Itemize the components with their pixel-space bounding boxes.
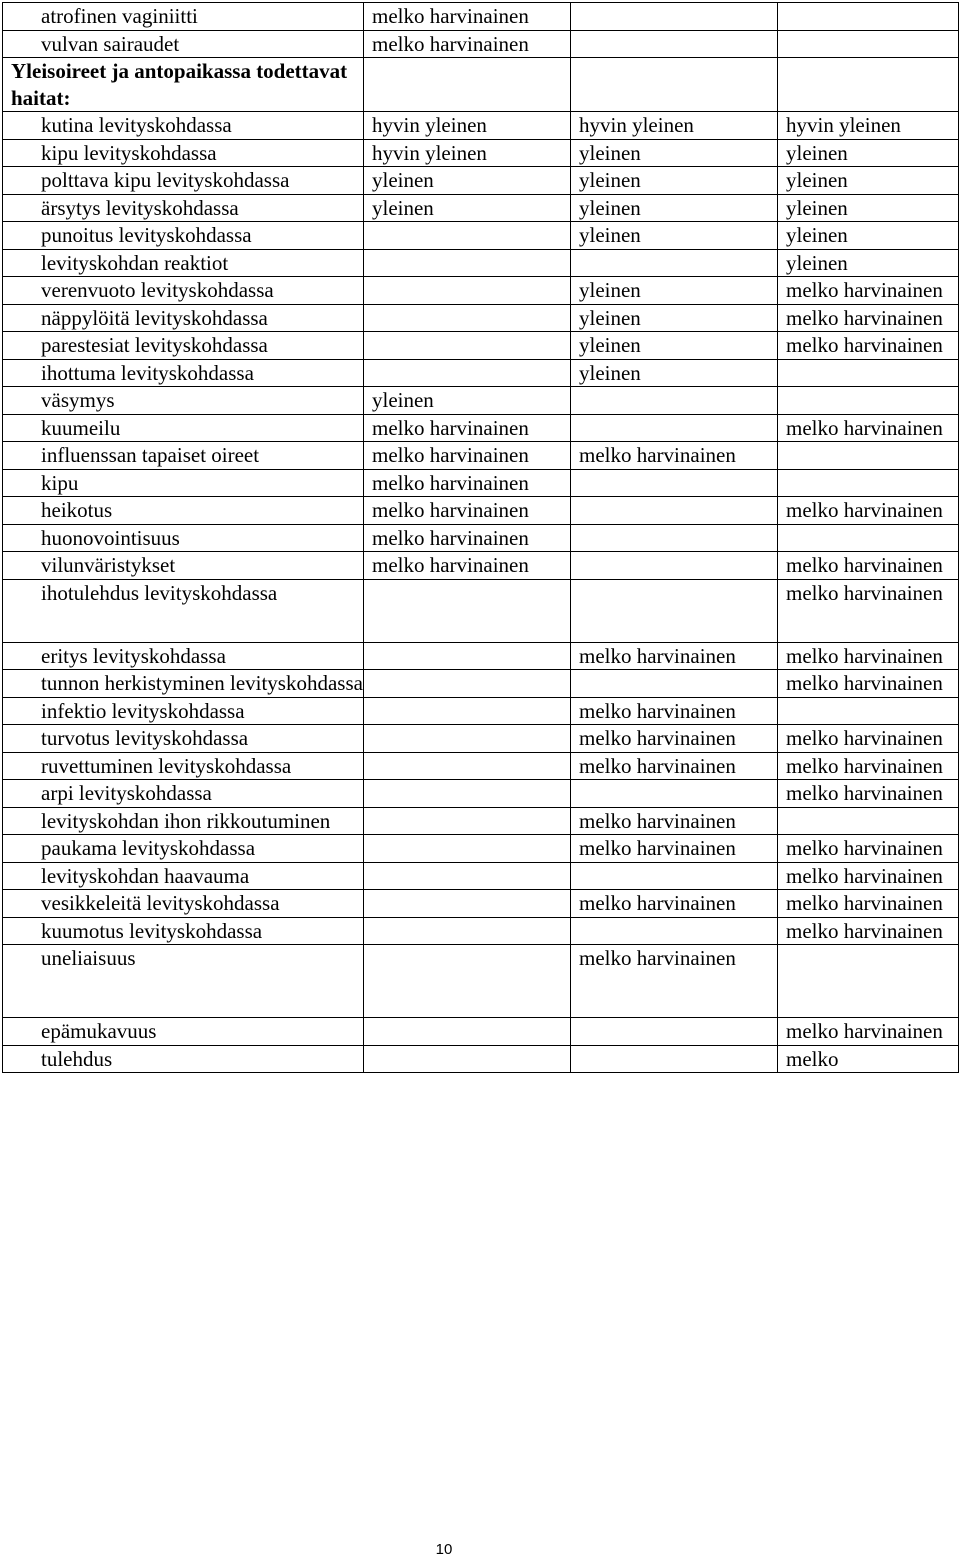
table-row bbox=[3, 642, 959, 670]
frequency-cell-1: melko harvinainen bbox=[364, 3, 571, 31]
frequency-cell-2: yleinen bbox=[571, 222, 778, 250]
table-row bbox=[3, 552, 959, 580]
frequency-cell-2: melko harvinainen bbox=[571, 642, 778, 670]
frequency-cell-1 bbox=[364, 862, 571, 890]
frequency-cell-3: melko harvinainen bbox=[778, 579, 959, 642]
table-row bbox=[3, 469, 959, 497]
effect-name-cell: näppylöitä levityskohdassa bbox=[3, 304, 364, 332]
frequency-cell-3 bbox=[778, 442, 959, 470]
frequency-cell-3: melko harvinainen bbox=[778, 332, 959, 360]
frequency-cell-3: melko harvinainen bbox=[778, 497, 959, 525]
effect-name-cell: levityskohdan haavauma bbox=[3, 862, 364, 890]
frequency-cell-2: yleinen bbox=[571, 277, 778, 305]
frequency-cell-2 bbox=[571, 249, 778, 277]
effect-name-cell: eritys levityskohdassa bbox=[3, 642, 364, 670]
effect-name-cell: paukama levityskohdassa bbox=[3, 835, 364, 863]
frequency-cell-3: melko harvinainen bbox=[778, 725, 959, 753]
frequency-cell-1 bbox=[364, 697, 571, 725]
frequency-cell-2 bbox=[571, 30, 778, 58]
frequency-cell-3: melko bbox=[778, 1045, 959, 1073]
adverse-effects-table bbox=[2, 2, 959, 1073]
frequency-cell-3 bbox=[778, 469, 959, 497]
frequency-cell-2: yleinen bbox=[571, 139, 778, 167]
frequency-cell-3: yleinen bbox=[778, 222, 959, 250]
frequency-cell-1 bbox=[364, 670, 571, 698]
frequency-cell-1: yleinen bbox=[364, 167, 571, 195]
effect-name-cell: turvotus levityskohdassa bbox=[3, 725, 364, 753]
table-row bbox=[3, 277, 959, 305]
frequency-cell-3: yleinen bbox=[778, 139, 959, 167]
frequency-cell-2: yleinen bbox=[571, 332, 778, 360]
empty-cell bbox=[364, 58, 571, 112]
table-row bbox=[3, 167, 959, 195]
frequency-cell-1: melko harvinainen bbox=[364, 414, 571, 442]
frequency-cell-2 bbox=[571, 780, 778, 808]
frequency-cell-3: melko harvinainen bbox=[778, 835, 959, 863]
frequency-cell-3 bbox=[778, 807, 959, 835]
table-row bbox=[3, 807, 959, 835]
frequency-cell-1 bbox=[364, 304, 571, 332]
effect-name-cell: vesikkeleitä levityskohdassa bbox=[3, 890, 364, 918]
frequency-cell-2: yleinen bbox=[571, 304, 778, 332]
table-row bbox=[3, 1018, 959, 1046]
table-row bbox=[3, 112, 959, 140]
table-row bbox=[3, 780, 959, 808]
frequency-cell-3: melko harvinainen bbox=[778, 414, 959, 442]
frequency-cell-3: melko harvinainen bbox=[778, 890, 959, 918]
frequency-cell-2: yleinen bbox=[571, 194, 778, 222]
frequency-cell-3: yleinen bbox=[778, 194, 959, 222]
frequency-cell-2: melko harvinainen bbox=[571, 752, 778, 780]
frequency-cell-3: melko harvinainen bbox=[778, 552, 959, 580]
frequency-cell-3: yleinen bbox=[778, 249, 959, 277]
table-row bbox=[3, 524, 959, 552]
table-row bbox=[3, 359, 959, 387]
table-row bbox=[3, 332, 959, 360]
table-row bbox=[3, 304, 959, 332]
table-row bbox=[3, 752, 959, 780]
frequency-cell-2: melko harvinainen bbox=[571, 945, 778, 1018]
empty-cell bbox=[571, 58, 778, 112]
frequency-cell-1 bbox=[364, 579, 571, 642]
table-row bbox=[3, 890, 959, 918]
effect-name-cell: influenssan tapaiset oireet bbox=[3, 442, 364, 470]
frequency-cell-1: melko harvinainen bbox=[364, 524, 571, 552]
frequency-cell-2 bbox=[571, 552, 778, 580]
table-row bbox=[3, 579, 959, 642]
effect-name-cell: kuumeilu bbox=[3, 414, 364, 442]
frequency-cell-1 bbox=[364, 1045, 571, 1073]
frequency-cell-2: melko harvinainen bbox=[571, 725, 778, 753]
frequency-cell-2 bbox=[571, 1018, 778, 1046]
effect-name-cell: epämukavuus bbox=[3, 1018, 364, 1046]
frequency-cell-2: melko harvinainen bbox=[571, 890, 778, 918]
table-row bbox=[3, 387, 959, 415]
effect-name-cell: vulvan sairaudet bbox=[3, 30, 364, 58]
frequency-cell-1 bbox=[364, 222, 571, 250]
effect-name-cell: tunnon herkistyminen levityskohdassa bbox=[3, 670, 364, 698]
frequency-cell-3: melko harvinainen bbox=[778, 642, 959, 670]
frequency-cell-1 bbox=[364, 752, 571, 780]
frequency-cell-1 bbox=[364, 780, 571, 808]
frequency-cell-1 bbox=[364, 917, 571, 945]
frequency-cell-3 bbox=[778, 3, 959, 31]
effect-name-cell: ihotulehdus levityskohdassa bbox=[3, 579, 364, 642]
frequency-cell-3: yleinen bbox=[778, 167, 959, 195]
frequency-cell-3: hyvin yleinen bbox=[778, 112, 959, 140]
frequency-cell-2 bbox=[571, 414, 778, 442]
effect-name-cell: väsymys bbox=[3, 387, 364, 415]
frequency-cell-2 bbox=[571, 917, 778, 945]
frequency-cell-3: melko harvinainen bbox=[778, 1018, 959, 1046]
frequency-cell-1 bbox=[364, 890, 571, 918]
page-number: 10 bbox=[435, 1541, 453, 1558]
frequency-cell-2 bbox=[571, 469, 778, 497]
frequency-cell-1 bbox=[364, 642, 571, 670]
frequency-cell-2: melko harvinainen bbox=[571, 697, 778, 725]
effect-name-cell: atrofinen vaginiitti bbox=[3, 3, 364, 31]
frequency-cell-1: melko harvinainen bbox=[364, 497, 571, 525]
table-row bbox=[3, 442, 959, 470]
frequency-cell-2: hyvin yleinen bbox=[571, 112, 778, 140]
frequency-cell-2 bbox=[571, 524, 778, 552]
frequency-cell-1: hyvin yleinen bbox=[364, 139, 571, 167]
frequency-cell-3 bbox=[778, 697, 959, 725]
effect-name-cell: ihottuma levityskohdassa bbox=[3, 359, 364, 387]
table-row bbox=[3, 1045, 959, 1073]
effect-name-cell: parestesiat levityskohdassa bbox=[3, 332, 364, 360]
frequency-cell-1 bbox=[364, 359, 571, 387]
frequency-cell-1: melko harvinainen bbox=[364, 552, 571, 580]
effect-name-cell: tulehdus bbox=[3, 1045, 364, 1073]
frequency-cell-2: melko harvinainen bbox=[571, 807, 778, 835]
table-row bbox=[3, 414, 959, 442]
table-row bbox=[3, 194, 959, 222]
table-row bbox=[3, 222, 959, 250]
frequency-cell-3 bbox=[778, 524, 959, 552]
frequency-cell-1 bbox=[364, 277, 571, 305]
frequency-cell-2 bbox=[571, 497, 778, 525]
frequency-cell-3 bbox=[778, 945, 959, 1018]
frequency-cell-1: melko harvinainen bbox=[364, 30, 571, 58]
frequency-cell-3 bbox=[778, 30, 959, 58]
effect-name-cell: huonovointisuus bbox=[3, 524, 364, 552]
frequency-cell-3: melko harvinainen bbox=[778, 304, 959, 332]
frequency-cell-3: melko harvinainen bbox=[778, 752, 959, 780]
frequency-cell-1: yleinen bbox=[364, 194, 571, 222]
frequency-cell-2: melko harvinainen bbox=[571, 835, 778, 863]
effect-name-cell: vilunväristykset bbox=[3, 552, 364, 580]
frequency-cell-3 bbox=[778, 359, 959, 387]
effect-name-cell: levityskohdan ihon rikkoutuminen bbox=[3, 807, 364, 835]
effect-name-cell: kipu levityskohdassa bbox=[3, 139, 364, 167]
frequency-cell-3: melko harvinainen bbox=[778, 277, 959, 305]
frequency-cell-1: melko harvinainen bbox=[364, 442, 571, 470]
effect-name-cell: infektio levityskohdassa bbox=[3, 697, 364, 725]
table-row bbox=[3, 670, 959, 698]
frequency-cell-1 bbox=[364, 725, 571, 753]
frequency-cell-3 bbox=[778, 387, 959, 415]
effect-name-cell: heikotus bbox=[3, 497, 364, 525]
adverse-effects-table-body bbox=[3, 3, 959, 1073]
table-row bbox=[3, 497, 959, 525]
frequency-cell-2 bbox=[571, 670, 778, 698]
frequency-cell-2 bbox=[571, 1045, 778, 1073]
effect-name-cell: kutina levityskohdassa bbox=[3, 112, 364, 140]
effect-name-cell: kipu bbox=[3, 469, 364, 497]
effect-name-cell: uneliaisuus bbox=[3, 945, 364, 1018]
frequency-cell-1 bbox=[364, 249, 571, 277]
effect-name-cell: polttava kipu levityskohdassa bbox=[3, 167, 364, 195]
frequency-cell-1 bbox=[364, 332, 571, 360]
frequency-cell-2 bbox=[571, 579, 778, 642]
frequency-cell-1: melko harvinainen bbox=[364, 469, 571, 497]
effect-name-cell: levityskohdan reaktiot bbox=[3, 249, 364, 277]
frequency-cell-1 bbox=[364, 835, 571, 863]
table-row bbox=[3, 725, 959, 753]
table-row bbox=[3, 862, 959, 890]
table-row bbox=[3, 917, 959, 945]
effect-name-cell: kuumotus levityskohdassa bbox=[3, 917, 364, 945]
frequency-cell-2 bbox=[571, 387, 778, 415]
frequency-cell-2: yleinen bbox=[571, 167, 778, 195]
table-row bbox=[3, 249, 959, 277]
table-row bbox=[3, 30, 959, 58]
frequency-cell-1: hyvin yleinen bbox=[364, 112, 571, 140]
frequency-cell-2 bbox=[571, 862, 778, 890]
table-row bbox=[3, 945, 959, 1018]
frequency-cell-3: melko harvinainen bbox=[778, 862, 959, 890]
effect-name-cell: punoitus levityskohdassa bbox=[3, 222, 364, 250]
frequency-cell-3: melko harvinainen bbox=[778, 670, 959, 698]
frequency-cell-1 bbox=[364, 945, 571, 1018]
effect-name-cell: arpi levityskohdassa bbox=[3, 780, 364, 808]
frequency-cell-1 bbox=[364, 1018, 571, 1046]
frequency-cell-2: yleinen bbox=[571, 359, 778, 387]
empty-cell bbox=[778, 58, 959, 112]
frequency-cell-2: melko harvinainen bbox=[571, 442, 778, 470]
effect-name-cell: ruvettuminen levityskohdassa bbox=[3, 752, 364, 780]
table-row bbox=[3, 58, 959, 112]
section-heading: Yleisoireet ja antopaikassa todettavat haitat: bbox=[3, 58, 364, 112]
frequency-cell-3: melko harvinainen bbox=[778, 780, 959, 808]
table-row bbox=[3, 139, 959, 167]
table-row bbox=[3, 835, 959, 863]
effect-name-cell: verenvuoto levityskohdassa bbox=[3, 277, 364, 305]
frequency-cell-3: melko harvinainen bbox=[778, 917, 959, 945]
frequency-cell-1 bbox=[364, 807, 571, 835]
frequency-cell-1: yleinen bbox=[364, 387, 571, 415]
effect-name-cell: ärsytys levityskohdassa bbox=[3, 194, 364, 222]
table-row bbox=[3, 697, 959, 725]
table-row bbox=[3, 3, 959, 31]
frequency-cell-2 bbox=[571, 3, 778, 31]
